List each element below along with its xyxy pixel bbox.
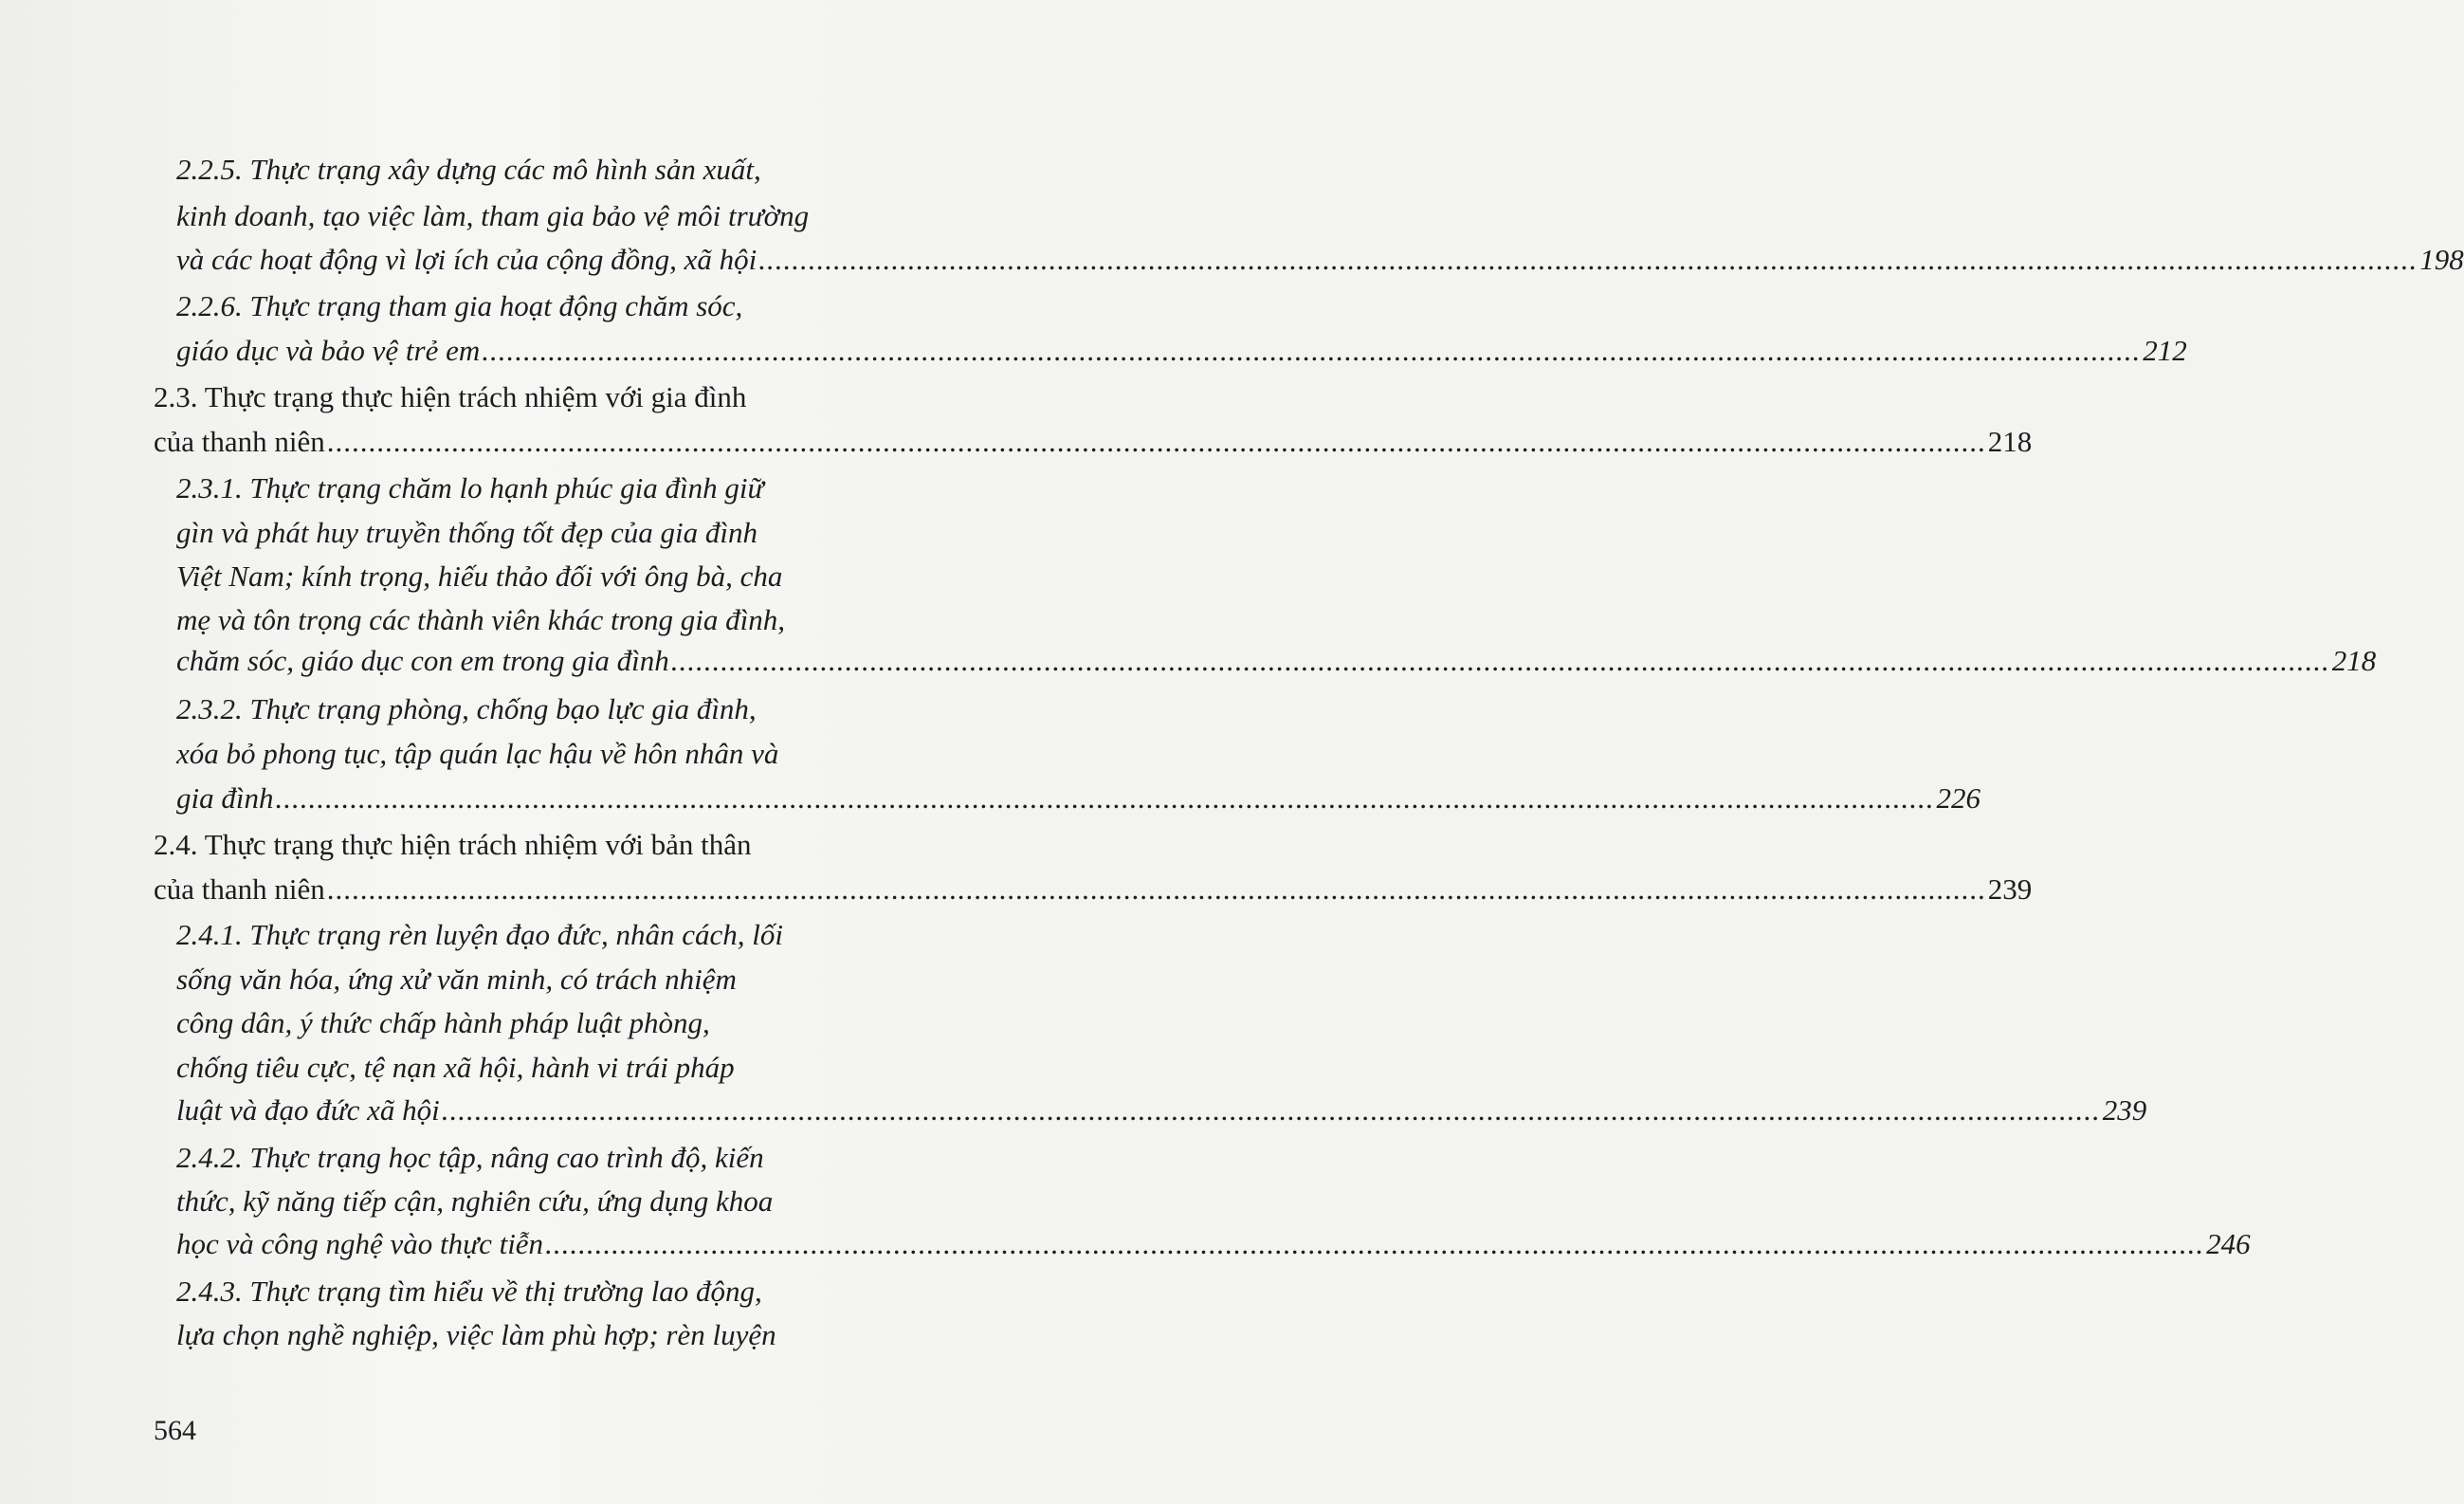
toc-entry-title: và các hoạt động vì lợi ích của cộng đồng, xã hội [176, 243, 757, 276]
dot-leader: ........................................................................................................................................................................................................ [545, 1227, 2205, 1260]
dot-leader: ........................................................................................................................................................................................................ [326, 425, 1986, 458]
toc-line: sống văn hóa, ứng xử văn minh, có trách nhiệm [176, 963, 737, 996]
toc-page-number: 218 [2331, 644, 2377, 677]
toc-line: Việt Nam; kính trọng, hiếu thảo đối với ông bà, cha [176, 559, 783, 593]
toc-page-number: 212 [2143, 334, 2187, 367]
toc-line: kinh doanh, tạo việc làm, tham gia bảo vệ môi trường [176, 199, 810, 232]
toc-line: lựa chọn nghề nghiệp, việc làm phù hợp; rèn luyện [176, 1318, 776, 1351]
dot-leader: ........................................................................................................................................................................................................ [275, 781, 1935, 815]
toc-entry[interactable] [154, 872, 2033, 906]
page-number: 564 [154, 1415, 196, 1446]
toc-entry-title: học và công nghệ vào thực tiễn [176, 1227, 544, 1260]
toc-line: 2.3.2. Thực trạng phòng, chống bạo lực gia đình, [176, 692, 757, 725]
dot-leader: ........................................................................................................................................................................................................ [441, 1093, 2101, 1127]
toc-entry[interactable] [154, 425, 2033, 458]
toc-line: 2.3.1. Thực trạng chăm lo hạnh phúc gia đình giữ [176, 471, 764, 504]
dot-leader: ........................................................................................................................................................................................................ [758, 243, 2418, 276]
dot-leader: ........................................................................................................................................................................................................ [482, 334, 2142, 367]
toc-line: 2.4.3. Thực trạng tìm hiểu về thị trường lao động, [176, 1275, 762, 1308]
toc-line: công dân, ý thức chấp hành pháp luật phòng, [176, 1006, 710, 1039]
toc-line: mẹ và tôn trọng các thành viên khác trong gia đình, [176, 603, 785, 636]
toc-entry-title: của thanh niên [154, 425, 325, 458]
toc-entry[interactable] [176, 1227, 2251, 1260]
toc-entry-title: gia đình [176, 781, 274, 815]
toc-line: xóa bỏ phong tục, tập quán lạc hậu về hôn nhân và [176, 737, 779, 770]
toc-page-number: 246 [2206, 1227, 2251, 1260]
toc-page-number: 218 [1987, 425, 2033, 458]
toc-entry[interactable] [176, 243, 2464, 276]
toc-line: thức, kỹ năng tiếp cận, nghiên cứu, ứng dụng khoa [176, 1184, 774, 1218]
toc-page-number: 226 [1936, 781, 1980, 815]
toc-line: 2.2.5. Thực trạng xây dựng các mô hình sản xuất, [176, 153, 761, 186]
toc-page-number: 198 [2419, 243, 2464, 276]
toc-entry[interactable] [176, 781, 1980, 815]
toc-page-number: 239 [1987, 872, 2033, 906]
toc-entry-title: của thanh niên [154, 872, 325, 906]
toc-entry-title: giáo dục và bảo vệ trẻ em [176, 334, 481, 367]
toc-entry[interactable] [176, 1093, 2147, 1127]
toc-line: chống tiêu cực, tệ nạn xã hội, hành vi trái pháp [176, 1051, 735, 1084]
toc-line: gìn và phát huy truyền thống tốt đẹp của gia đình [176, 516, 758, 549]
toc-line: 2.2.6. Thực trạng tham gia hoạt động chăm sóc, [176, 289, 743, 322]
toc-entry-title: chăm sóc, giáo dục con em trong gia đình [176, 644, 669, 677]
dot-leader: ........................................................................................................................................................................................................ [326, 872, 1986, 906]
toc-line: 2.4. Thực trạng thực hiện trách nhiệm với bản thân [154, 828, 752, 861]
dot-leader: ........................................................................................................................................................................................................ [670, 644, 2330, 677]
toc-page-number: 239 [2102, 1093, 2147, 1127]
toc-line: 2.3. Thực trạng thực hiện trách nhiệm với gia đình [154, 380, 747, 413]
toc-entry-title: luật và đạo đức xã hội [176, 1093, 440, 1127]
toc-entry[interactable] [176, 334, 2187, 367]
toc-entry[interactable] [176, 644, 2377, 677]
toc-line: 2.4.1. Thực trạng rèn luyện đạo đức, nhân cách, lối [176, 918, 783, 951]
toc-line: 2.4.2. Thực trạng học tập, nâng cao trình độ, kiến [176, 1141, 764, 1174]
